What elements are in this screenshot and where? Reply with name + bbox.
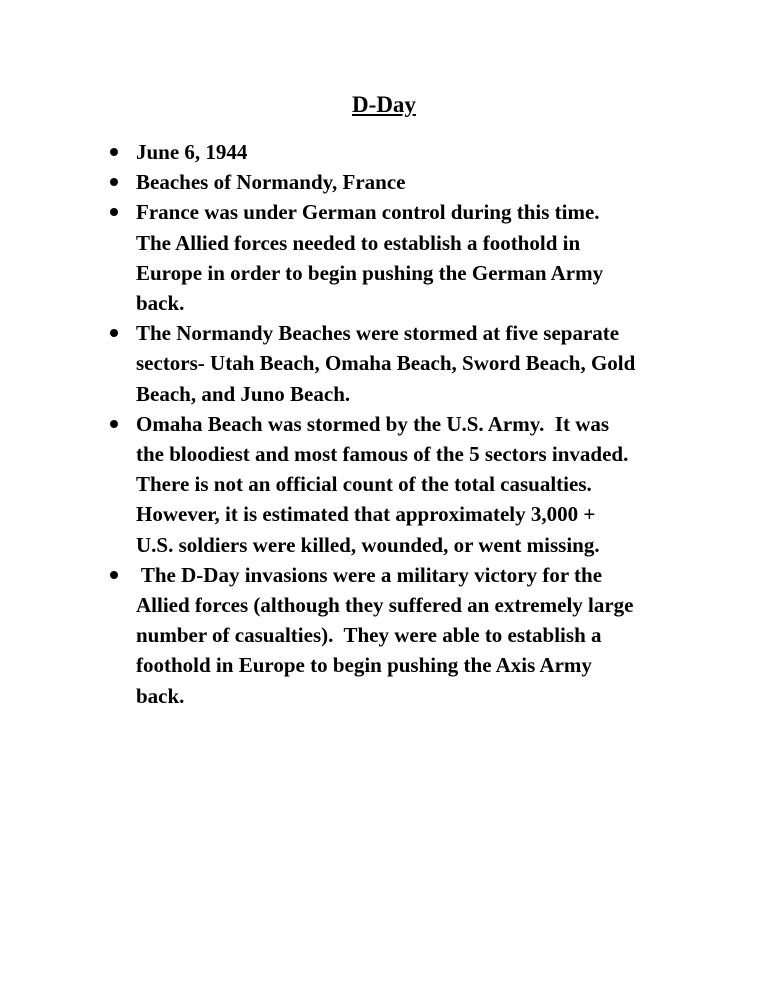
bullet-dot-icon	[110, 178, 118, 186]
bullet-item	[106, 167, 676, 197]
bullet-item	[106, 318, 676, 409]
bullet-text-line: the bloodiest and most famous of the 5 sectors invaded.	[136, 442, 629, 467]
bullet-text-line: However, it is estimated that approximately 3,000 +	[136, 502, 596, 527]
bullet-text-line: The Allied forces needed to establish a foothold in	[136, 230, 581, 255]
bullet-dot-icon	[110, 329, 118, 337]
bullet-text-line: There is not an official count of the total casualties.	[136, 472, 592, 497]
bullet-item	[106, 197, 676, 318]
bullet-text-line: The Normandy Beaches were stormed at five separate	[136, 321, 620, 346]
bullet-text-line: Omaha Beach was stormed by the U.S. Army. It was	[136, 411, 610, 436]
bullet-text-line: The D-Day invasions were a military victory for the	[136, 562, 603, 587]
bullet-list	[106, 137, 676, 711]
bullet-text-line: Beaches of Normandy, France	[136, 170, 406, 195]
bullet-dot-icon	[110, 148, 118, 156]
bullet-text-line: sectors- Utah Beach, Omaha Beach, Sword Beach, Gold	[136, 351, 636, 376]
bullet-text-line: back.	[136, 291, 185, 316]
bullet-text-line: foothold in Europe to begin pushing the Axis Army	[136, 653, 592, 678]
bullet-dot-icon	[110, 571, 118, 579]
document-title: D-Day	[352, 92, 416, 117]
bullet-text-line: U.S. soldiers were killed, wounded, or went missing.	[136, 532, 600, 557]
bullet-text-line: Allied forces (although they suffered an extremely large	[136, 593, 634, 618]
bullet-item	[106, 560, 676, 711]
bullet-dot-icon	[110, 208, 118, 216]
bullet-text-line: back.	[136, 683, 185, 708]
bullet-text-line: number of casualties). They were able to establish a	[136, 623, 602, 648]
bullet-text-line: Europe in order to begin pushing the German Army	[136, 260, 604, 285]
bullet-item	[106, 409, 676, 560]
bullet-text-line: Beach, and Juno Beach.	[136, 381, 351, 406]
bullet-text-line: June 6, 1944	[136, 140, 248, 164]
bullet-dot-icon	[110, 420, 118, 428]
bullet-text-line: France was under German control during this time.	[136, 200, 600, 225]
bullet-item	[106, 137, 676, 167]
